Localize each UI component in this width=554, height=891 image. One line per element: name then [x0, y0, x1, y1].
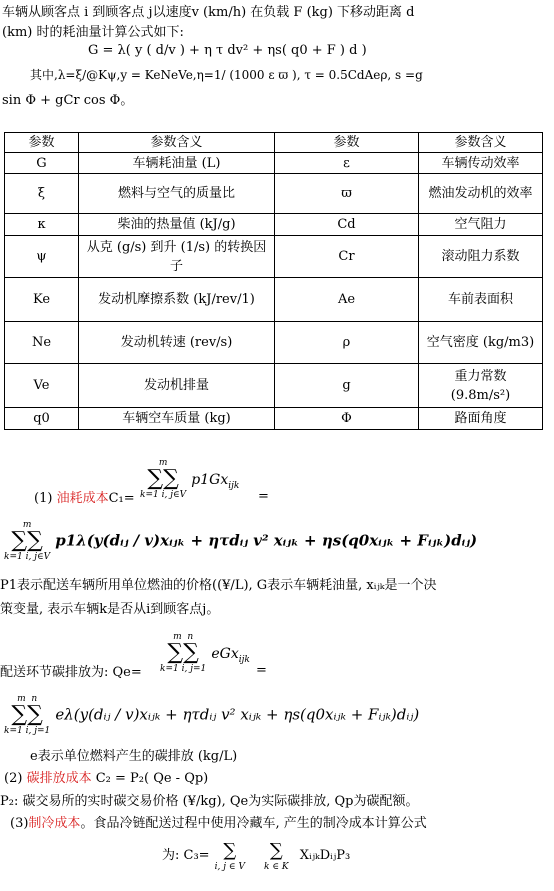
section2-explain: P₂: 碳交易所的实时碳交易价格 (¥/kg), Qe为实际碳排放, Qp为碳配额。	[0, 794, 419, 809]
equals-sign: =	[256, 663, 267, 678]
sum-symbol: m n ∑∑ k=1 i, j=1	[160, 632, 207, 674]
table-header: 参数含义	[79, 133, 275, 153]
table-cell: 重力常数 (9.8m/s²)	[419, 364, 543, 408]
emission-sum	[160, 632, 250, 674]
table-cell: 燃油发动机的效率	[419, 174, 543, 214]
where-line-2: sin Φ + gCr cos Φ。	[2, 93, 134, 108]
section2-heading: (2) 碳排放成本 C₂ = P₂( Qe - Qp)	[4, 771, 209, 786]
sum-upper-limit: m	[158, 458, 168, 468]
fuel-cost-expansion	[4, 520, 477, 562]
fuel-cost-title: 油耗成本	[56, 491, 109, 506]
table-header: 参数	[275, 133, 419, 153]
table-row	[5, 236, 543, 278]
table-cell: Ne	[5, 322, 79, 364]
table-cell: 车辆传动效率	[419, 153, 543, 174]
table-header: 参数含义	[419, 133, 543, 153]
table-row	[5, 278, 543, 322]
table-cell: Cr	[275, 236, 419, 278]
table-row	[5, 364, 543, 408]
table-cell: g	[275, 364, 419, 408]
refrigeration-formula	[162, 840, 350, 872]
fuel-formula: G = λ( y ( d/v ) + η τ dv² + ηs( q0 + F ) d )	[88, 43, 367, 58]
table-cell: 燃料与空气的质量比	[79, 174, 275, 214]
carbon-cost-title: 碳排放成本	[26, 771, 92, 786]
carbon-cost-formula: C₂ = P₂( Qe - Qp)	[95, 771, 209, 786]
table-cell: Ke	[5, 278, 79, 322]
table-cell: ψ	[5, 236, 79, 278]
emission-explain: e表示单位燃料产生的碳排放 (kg/L)	[30, 749, 238, 764]
fuel-cost-sum	[140, 458, 239, 500]
table-cell: 发动机排量	[79, 364, 275, 408]
table-row	[5, 153, 543, 174]
table-row	[5, 408, 543, 430]
table-cell: 柴油的热量值 (kJ/g)	[79, 214, 275, 236]
fuel-cost-long-formula: p1λ(y(dᵢⱼ / v)xᵢⱼₖ + ητdᵢⱼ v² xᵢⱼₖ + ηs(q0xᵢⱼₖ + Fᵢⱼₖ)dᵢⱼ)	[55, 531, 478, 550]
section1-explain-1: P1表示配送车辆所用单位燃油的价格((¥/L), G表示车辆耗油量, xᵢⱼₖ是一个决	[0, 578, 437, 593]
section1-explain-2: 策变量, 表示车辆k是否从i到顾客点j。	[0, 602, 220, 617]
table-header-row	[5, 133, 543, 153]
refrigeration-cost-title: 制冷成本	[28, 816, 81, 831]
table-cell: ξ	[5, 174, 79, 214]
emission-summand: eGx$_{ijk}$	[211, 645, 250, 665]
table-cell: κ	[5, 214, 79, 236]
sum-symbol: ∑ i, j ∈ V	[214, 840, 245, 872]
refrigeration-summand: XᵢⱼₖDᵢⱼP₃	[299, 848, 351, 863]
table-cell: Φ	[275, 408, 419, 430]
emission-label: 配送环节碳排放为: Qe=	[0, 665, 142, 680]
table-cell: 发动机转速 (rev/s)	[79, 322, 275, 364]
section1-heading: (1) 油耗成本C₁=	[34, 491, 135, 506]
sigma-icon: ∑∑	[147, 466, 179, 491]
table-cell: 车辆耗油量 (L)	[79, 153, 275, 174]
sum-symbol: m n ∑∑ k=1 i, j=1	[4, 694, 51, 736]
table-cell: 发动机摩擦系数 (kJ/rev/1)	[79, 278, 275, 322]
parameter-table	[4, 132, 543, 430]
table-row	[5, 322, 543, 364]
table-cell: 滚动阻力系数	[419, 236, 543, 278]
table-cell: G	[5, 153, 79, 174]
equals-sign: =	[258, 489, 269, 504]
table-cell: 从克 (g/s) 到升 (1/s) 的转换因子	[79, 236, 275, 278]
table-cell: Cd	[275, 214, 419, 236]
table-cell: q0	[5, 408, 79, 430]
sum-symbol	[140, 458, 186, 500]
section3-heading: (3)制冷成本。食品冷链配送过程中使用冷藏车, 产生的制冷成本计算公式	[10, 816, 427, 831]
sum-lower-limit: k=1 i, j∈V	[140, 490, 187, 500]
sum-symbol: ∑ k ∈ K	[264, 840, 289, 872]
where-line-1: 其中,λ=ξ/@Kψ,y = KeNeVe,η=1/ (1000 ε ϖ ), τ = 0.5CdAeρ, s =g	[30, 68, 423, 82]
table-cell: ε	[275, 153, 419, 174]
intro-line-1: 车辆从顾客点 i 到顾客点 j以速度v (km/h) 在负载 F (kg) 下移动距离 d	[2, 5, 415, 20]
table-cell: Ve	[5, 364, 79, 408]
table-cell: 车辆空车质量 (kg)	[79, 408, 275, 430]
table-cell: 路面角度	[419, 408, 543, 430]
fuel-cost-summand: $p1Gx_{ijk}$	[191, 471, 240, 491]
emission-expansion	[4, 694, 419, 736]
table-cell: Ae	[275, 278, 419, 322]
table-cell: 车前表面积	[419, 278, 543, 322]
table-cell: ρ	[275, 322, 419, 364]
table-cell: 空气密度 (kg/m3)	[419, 322, 543, 364]
table-row	[5, 174, 543, 214]
table-cell: ϖ	[275, 174, 419, 214]
emission-long-formula: eλ(y(dᵢⱼ / v)xᵢⱼₖ + ητdᵢⱼ v² xᵢⱼₖ + ηs(q0xᵢⱼₖ + Fᵢⱼₖ)dᵢⱼ)	[55, 705, 420, 724]
intro-line-2: (km) 时的耗油量计算公式如下:	[2, 25, 184, 40]
table-cell: 空气阻力	[419, 214, 543, 236]
table-row	[5, 214, 543, 236]
refrigeration-label: 为: C₃=	[162, 848, 210, 863]
sum-symbol: m ∑∑ k=1 i, j∈V	[4, 520, 51, 562]
table-header: 参数	[5, 133, 79, 153]
